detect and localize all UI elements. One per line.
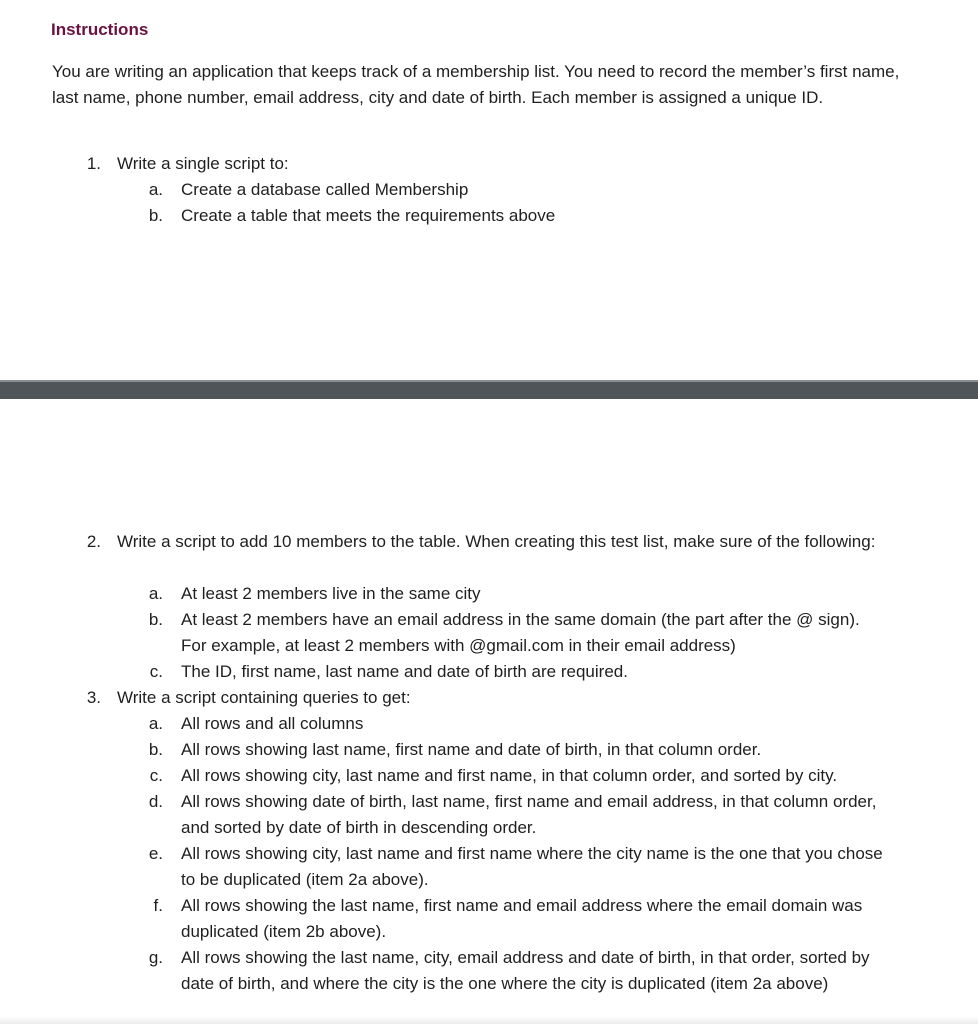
page-break-divider: [0, 380, 978, 399]
q3e-text: All rows showing city, last name and first name where the city name is the one that you chose to be duplicated (item 2a above).: [181, 844, 883, 889]
q2b-text: At least 2 members have an email address in the same domain (the part after the @ sign). For example, at least 2 members with @gmail.com in their email address): [181, 610, 860, 655]
q1-text: Write a single script to:: [117, 154, 289, 173]
q1-number: 1.: [86, 154, 101, 173]
q3b-letter: b.: [148, 740, 163, 759]
q1b-letter: b.: [148, 206, 163, 225]
q3e-letter: e.: [148, 844, 163, 863]
q1a-letter: a.: [148, 180, 163, 199]
q2a-text: At least 2 members live in the same city: [181, 584, 481, 603]
q3c-text: All rows showing city, last name and first name, in that column order, and sorted by city.: [181, 766, 838, 785]
document-page-bottom: [0, 399, 978, 1024]
q3b-text: All rows showing last name, first name and date of birth, in that column order.: [181, 740, 762, 759]
q3-number: 3.: [86, 688, 101, 707]
q3d-text: All rows showing date of birth, last name, first name and email address, in that column order, and sorted by date of birth in descending order.: [181, 792, 877, 837]
q3g-text: All rows showing the last name, city, email address and date of birth, in that order, sorted by date of birth, and where the city is the one where the city is duplicated (item 2a above): [181, 948, 870, 993]
q3c-letter: c.: [149, 766, 163, 785]
intro-paragraph: You are writing an application that keeps track of a membership list. You need to record the member’s first name, last name, phone number, email address, city and date of birth. Each member is assigned a unique ID.: [52, 62, 900, 107]
q3g-letter: g.: [148, 948, 163, 967]
q2a-letter: a.: [148, 584, 163, 603]
q3-text: Write a script containing queries to get:: [117, 688, 411, 707]
q3d-letter: d.: [148, 792, 163, 811]
document-page-top: [0, 0, 978, 380]
q1b-text: Create a table that meets the requirements above: [181, 206, 556, 225]
page-bottom-edge: [0, 1016, 978, 1024]
q2c-letter: c.: [149, 662, 163, 681]
q2-text: Write a script to add 10 members to the table. When creating this test list, make sure of the following:: [117, 532, 876, 551]
q3a-text: All rows and all columns: [181, 714, 364, 733]
q3a-letter: a.: [148, 714, 163, 733]
q3f-text: All rows showing the last name, first name and email address where the email domain was duplicated (item 2b above).: [181, 896, 863, 941]
q2c-text: The ID, first name, last name and date of birth are required.: [181, 662, 628, 681]
q1a-text: Create a database called Membership: [181, 180, 469, 199]
q2-number: 2.: [86, 532, 101, 551]
instructions-heading: Instructions: [51, 20, 149, 39]
q2b-letter: b.: [148, 610, 163, 629]
q3f-letter: f.: [153, 896, 163, 915]
